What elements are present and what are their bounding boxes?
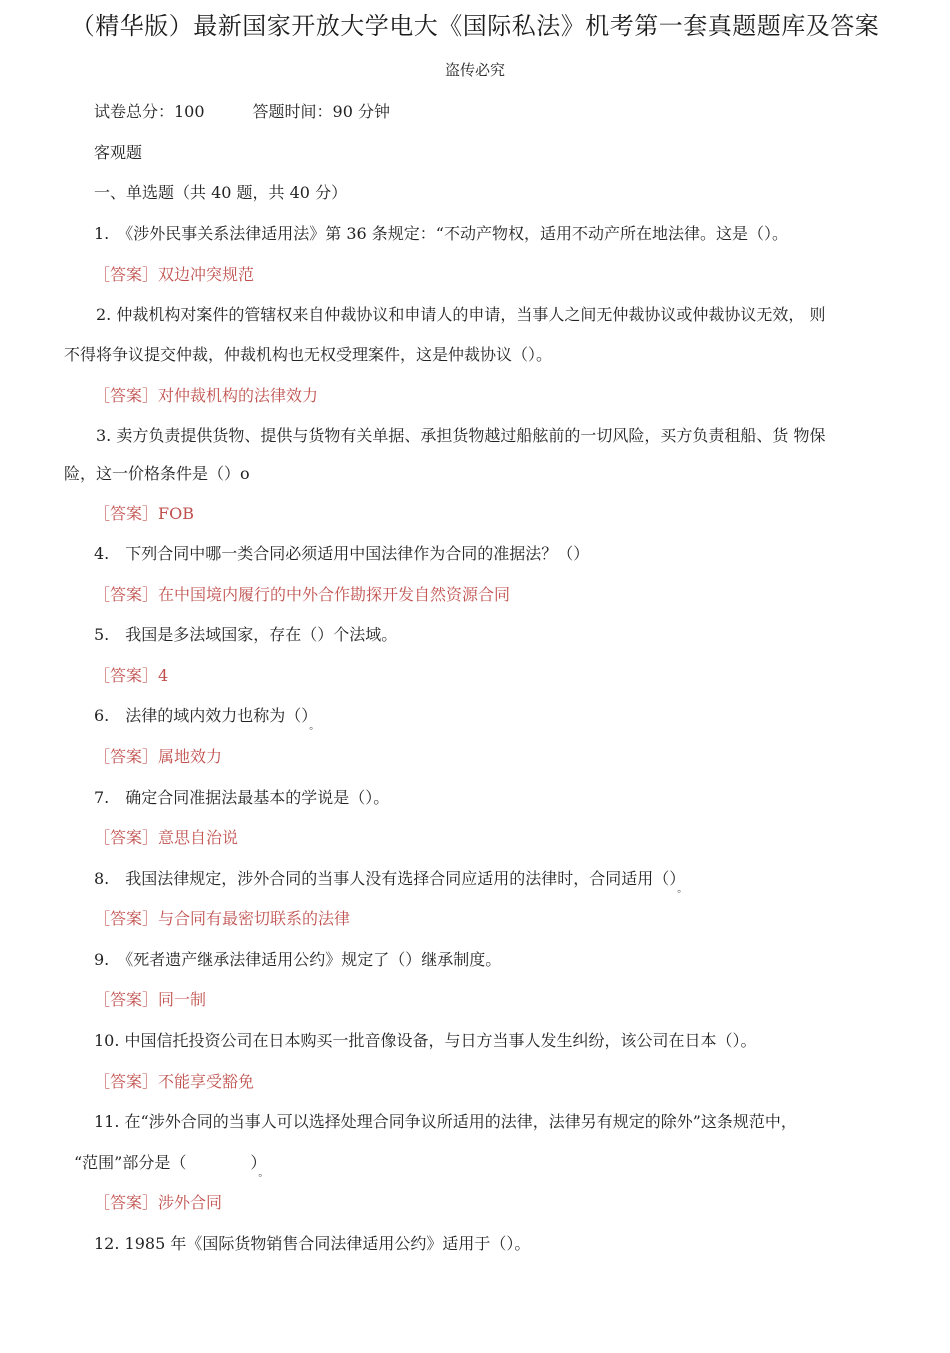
document-subtitle: 盗传必究 (444, 61, 505, 79)
total-score: 试卷总分：100 (94, 102, 205, 121)
answer-1: ［答案］双边冲突规范 (94, 265, 255, 284)
question-10: 10. 中国信托投资公司在日本购买一批音像设备，与日方当事人发生纠纷，该公司在日本（）。 (94, 1031, 757, 1050)
answer-2: ［答案］对仲裁机构的法律效力 (94, 386, 319, 405)
section-type: 客观题 (94, 143, 143, 162)
answer-7: ［答案］意思自治说 (94, 828, 239, 847)
question-12: 12. 1985 年《国际货物销售合同法律适用公约》适用于（）。 (94, 1234, 531, 1253)
question-11-text: “范围”部分是（ ） (74, 1153, 259, 1172)
question-6 (94, 703, 319, 732)
question-1: 1. 《涉外民事关系法律适用法》第 36 条规定：“不动产物权，适用不动产所在地法律。这是（）。 (94, 224, 788, 243)
question-3-line-1: 3. 卖方负责提供货物、提供与货物有关单据、承担货物越过船舷前的一切风险，买方负责租船、货 物保 (96, 426, 826, 445)
question-3-line-2: 险，这一价格条件是（）o (64, 464, 250, 483)
question-7: 7. 确定合同准据法最基本的学说是（）。 (94, 788, 390, 807)
answer-9: ［答案］同一制 (94, 990, 207, 1009)
question-8-mark: 。 (677, 884, 688, 895)
question-6-text: 6. 法律的域内效力也称为（） (94, 706, 310, 725)
question-8 (94, 866, 687, 895)
answer-4: ［答案］在中国境内履行的中外合作勘探开发自然资源合同 (94, 585, 511, 604)
question-2-line-2: 不得将争议提交仲裁，仲裁机构也无权受理案件，这是仲裁协议（）。 (64, 345, 553, 364)
question-11-mark: 。 (258, 1168, 269, 1179)
question-6-mark: 。 (309, 721, 320, 732)
question-5: 5. 我国是多法域国家，存在（）个法域。 (94, 625, 398, 644)
question-9: 9. 《死者遗产继承法律适用公约》规定了（）继承制度。 (94, 950, 502, 969)
answer-3: ［答案］FOB (94, 504, 194, 523)
exam-time: 答题时间：90 分钟 (252, 102, 390, 121)
answer-5: ［答案］4 (94, 666, 169, 685)
question-11-line-1: 11. 在“涉外合同的当事人可以选择处理合同争议所适用的法律，法律另有规定的除外”这条规范中， (94, 1112, 797, 1131)
question-4: 4. 下列合同中哪一类合同必须适用中国法律作为合同的准据法？（） (94, 544, 590, 563)
answer-6: ［答案］属地效力 (94, 747, 223, 766)
exam-meta (94, 99, 390, 122)
question-2-line-1: 2. 仲裁机构对案件的管辖权来自仲裁协议和申请人的申请，当事人之间无仲裁协议或仲裁协议无效， 则 (96, 305, 826, 324)
question-11-line-2 (74, 1150, 268, 1179)
question-8-text: 8. 我国法律规定，涉外合同的当事人没有选择合同应适用的法律时，合同适用（） (94, 869, 678, 888)
document-title: （精华版）最新国家开放大学电大《国际私法》机考第一套真题题库及答案 (70, 12, 880, 40)
answer-10: ［答案］不能享受豁免 (94, 1072, 255, 1091)
answer-11: ［答案］涉外合同 (94, 1193, 223, 1212)
section-heading: 一、单选题（共 40 题，共 40 分） (94, 183, 348, 202)
answer-8: ［答案］与合同有最密切联系的法律 (94, 909, 351, 928)
